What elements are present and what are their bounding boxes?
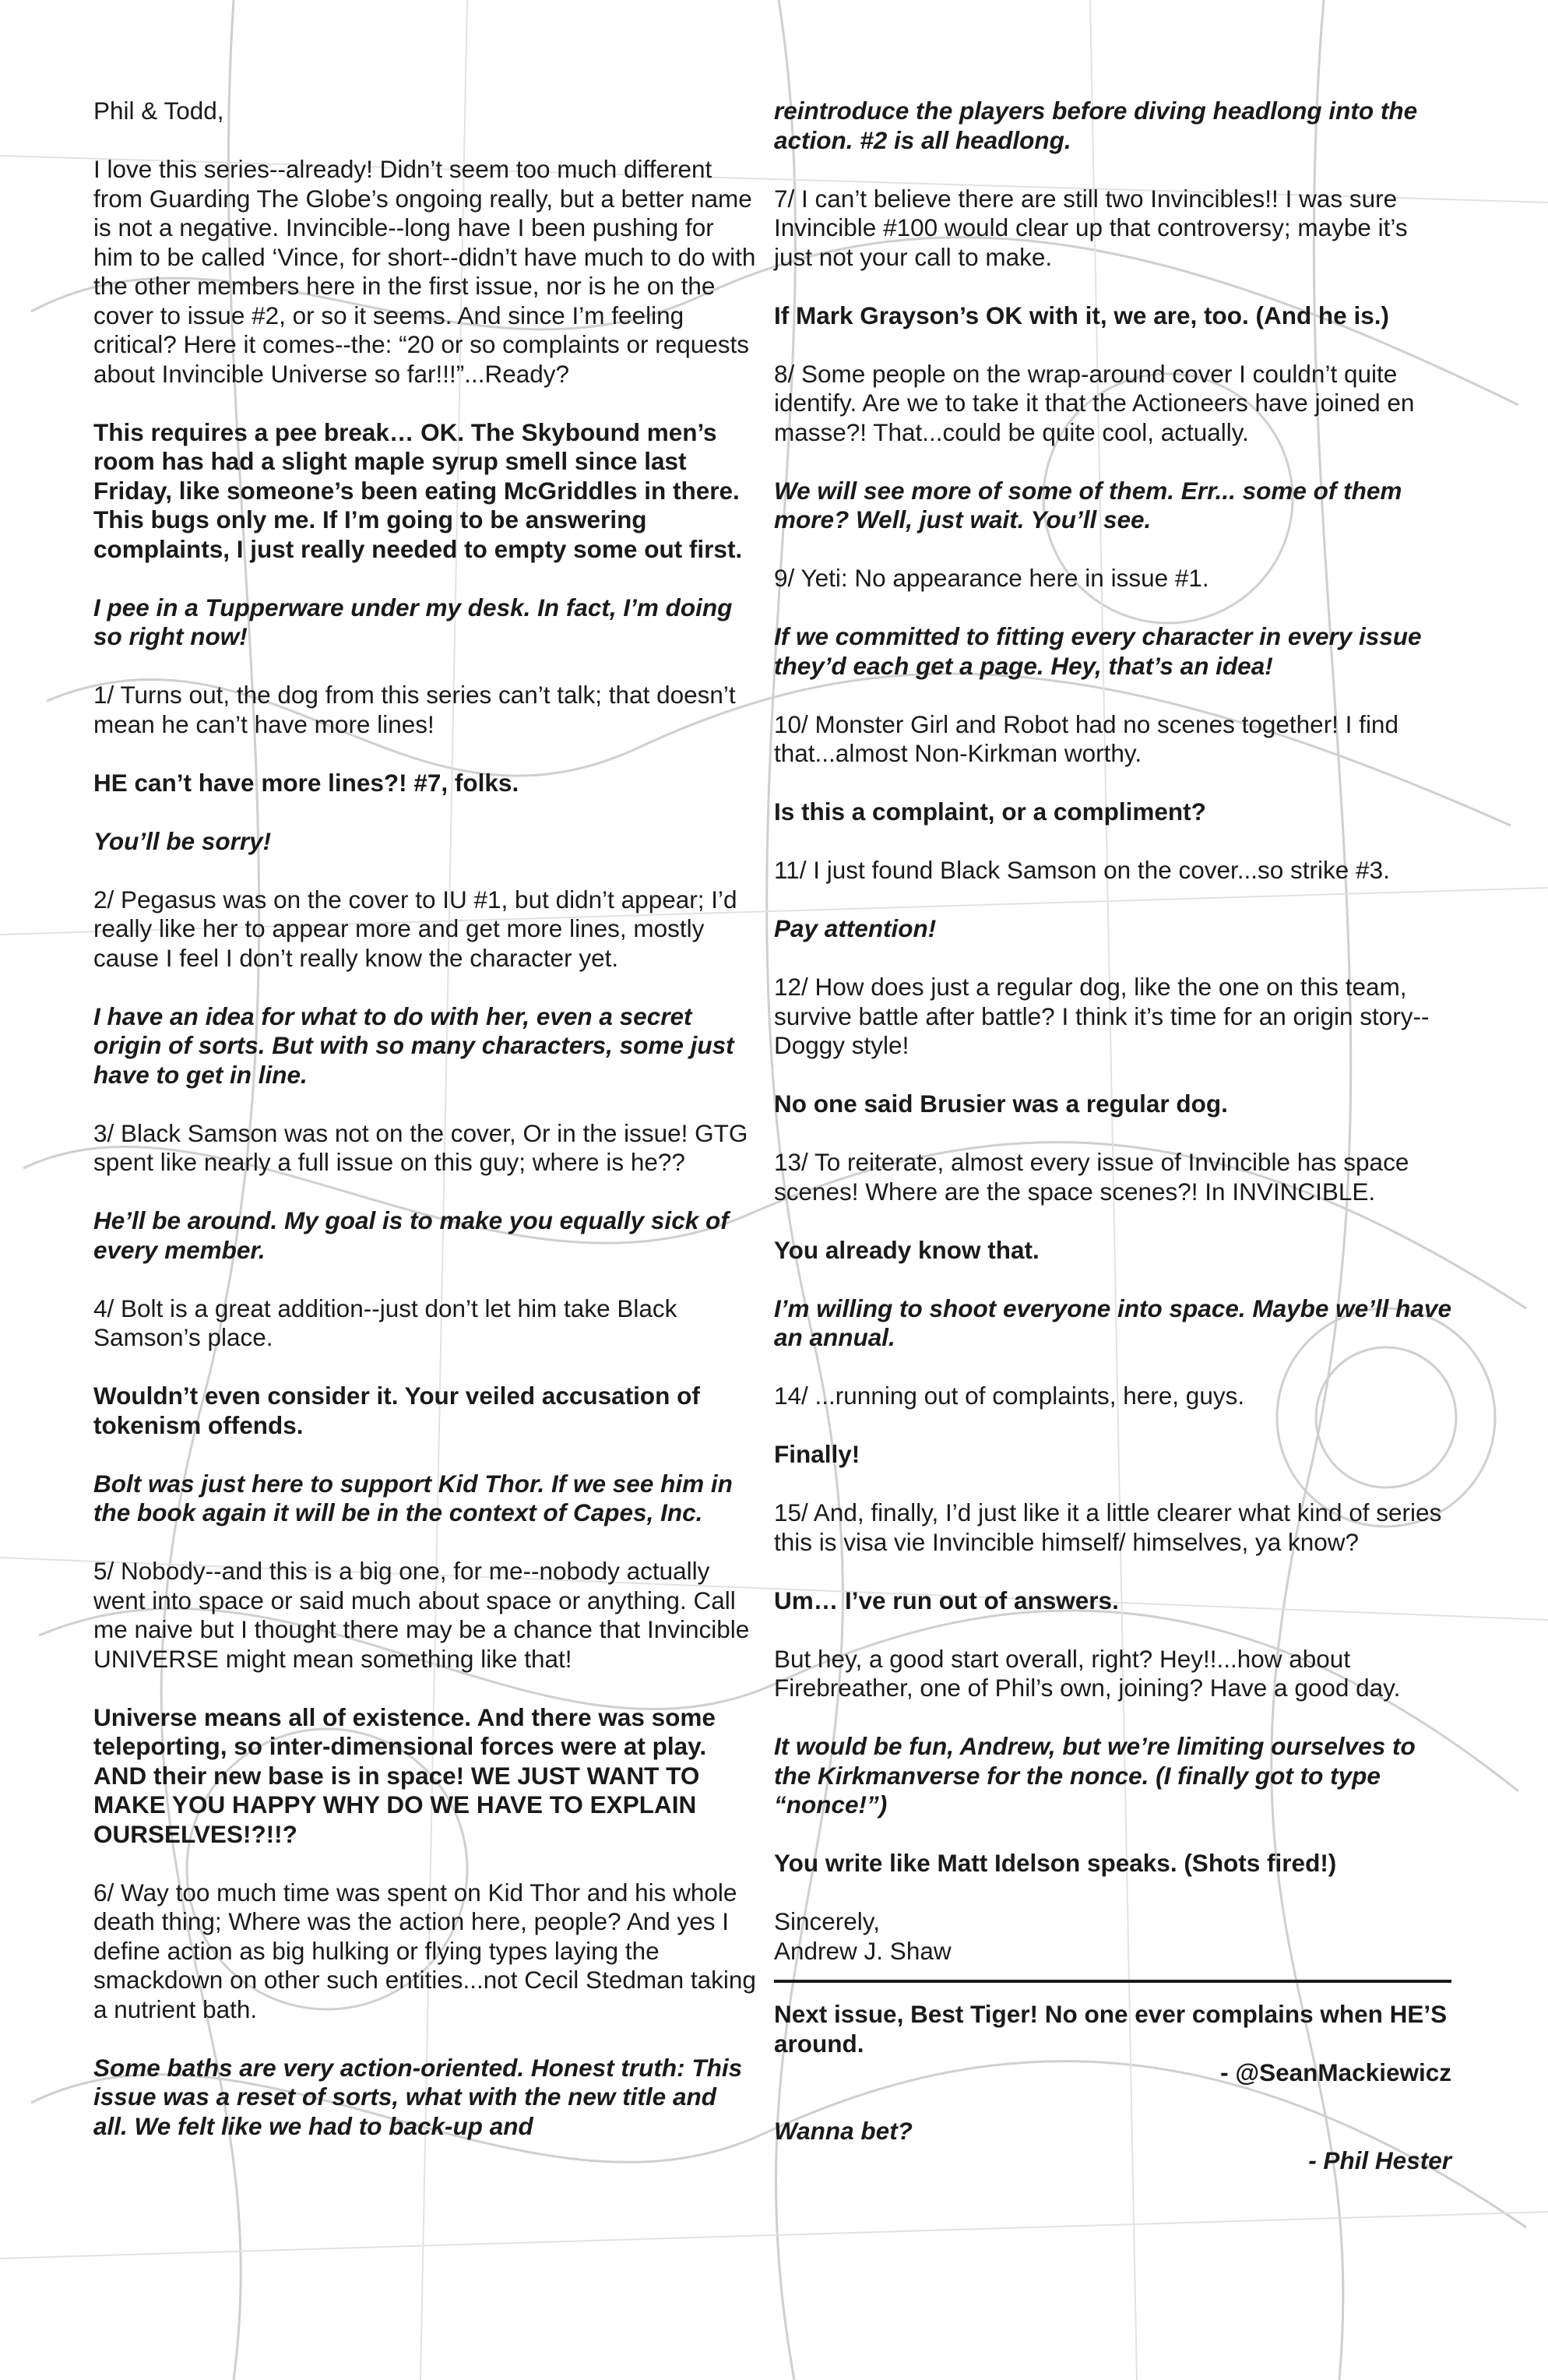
artist-reply: Pay attention!	[774, 914, 937, 942]
letter-paragraph: 5/ Nobody--and this is a big one, for me--nobody actually went into space or said much about space or anything. Call me naive but I thought there may be a chance that Invincible UNIVERSE might mean something like that!	[93, 1557, 750, 1673]
footer-note: Next issue, Best Tiger! No one ever complains when HE’S around.	[774, 2000, 1448, 2058]
right-column	[774, 97, 1451, 2205]
letter-paragraph: 7/ I can’t believe there are still two Invincibles!! I was sure Invincible #100 would clear up that controversy; maybe it’s just not your call to make.	[774, 184, 1408, 271]
letter-paragraph: But hey, a good start overall, right? Hey!!...how about Firebreather, one of Phil’s own, joining? Have a good day.	[774, 1644, 1401, 1702]
editor-reply: Wouldn’t even consider it. Your veiled accusation of tokenism offends.	[93, 1382, 700, 1439]
left-column	[93, 97, 757, 2171]
letter-paragraph: I love this series--already! Didn’t seem too much different from Guarding The Globe’s ongoing really, but a better name is not a negative. Invincible--long have I been pushing for him to be called ‘Vince, for short--didn’t have much to do with the other members here in the first issue, nor is he on the cover to issue #2, or so it seems. And since I’m feeling critical? Here it comes--the: “20 or so complaints or requests about Invincible Universe so far!!!”...Ready?	[93, 155, 756, 388]
letter-paragraph: 10/ Monster Girl and Robot had no scenes together! I find that...almost Non-Kirkman worthy.	[774, 709, 1398, 767]
editor-reply: You already know that.	[774, 1235, 1040, 1264]
artist-reply: It would be fun, Andrew, but we’re limiting ourselves to the Kirkmanverse for the nonce. (I finally got to type “nonce!”)	[774, 1732, 1416, 1818]
letter-paragraph: 8/ Some people on the wrap-around cover I couldn’t quite identify. Are we to take it that the Actioneers have joined en masse?! That...could be quite cool, actually.	[774, 359, 1415, 446]
artist-reply: I pee in a Tupperware under my desk. In fact, I’m doing so right now!	[93, 593, 733, 650]
letter-paragraph: 11/ I just found Black Samson on the cover...so strike #3.	[774, 856, 1390, 884]
divider-rule	[774, 1980, 1451, 1983]
letter-paragraph: 2/ Pegasus was on the cover to IU #1, but didn’t appear; I’d really like her to appear more and get more lines, mostly cause I feel I don’t really know the character yet.	[93, 885, 737, 972]
editor-reply: Um… I’ve run out of answers.	[774, 1586, 1119, 1614]
editor-reply: Is this a complaint, or a compliment?	[774, 797, 1206, 826]
editor-reply: Universe means all of existence. And there was some teleporting, so inter-dimensional forces were at play. AND their new base is in space! WE JUST WANT TO MAKE YOU HAPPY WHY DO WE HAVE TO EXPLAIN OURSELVES!?!!?	[93, 1702, 716, 1848]
footer-note-signature: - @SeanMackiewicz	[1220, 2058, 1451, 2086]
letter-paragraph: 15/ And, finally, I’d just like it a little clearer what kind of series this is visa vie Invincible himself/ himselves, ya know?	[774, 1498, 1442, 1556]
letter-paragraph: 12/ How does just a regular dog, like the one on this team, survive battle after battle? I think it’s time for an origin story--Doggy style!	[774, 973, 1430, 1059]
editor-reply: If Mark Grayson’s OK with it, we are, too. (And he is.)	[774, 301, 1389, 329]
artist-reply: I’m willing to shoot everyone into space. Maybe we’ll have an annual.	[774, 1294, 1451, 1351]
letter-paragraph: Phil & Todd,	[93, 97, 224, 125]
artist-reply: He’ll be around. My goal is to make you equally sick of every member.	[93, 1206, 729, 1264]
letter-paragraph: 9/ Yeti: No appearance here in issue #1.	[774, 564, 1209, 592]
artist-reply: Some baths are very action-oriented. Honest truth: This issue was a reset of sorts, what with the new title and all. We felt like we had to back-up and	[93, 2053, 743, 2140]
footer-reply-signature: - Phil Hester	[1308, 2146, 1451, 2174]
artist-reply: reintroduce the players before diving headlong into the action. #2 is all headlong.	[774, 97, 1418, 154]
closing-salutation: Sincerely,	[774, 1907, 880, 1935]
artist-reply: Bolt was just here to support Kid Thor. If we see him in the book again it will be in the context of Capes, Inc.	[93, 1469, 733, 1526]
editor-reply: This requires a pee break… OK. The Skybound men’s room has had a slight maple syrup smell since last Friday, like someone’s been eating McGriddles in there. This bugs only me. If I’m going to be answering complaints, I just really needed to empty some out first.	[93, 417, 743, 563]
artist-reply: I have an idea for what to do with her, even a secret origin of sorts. But with so many characters, some just have to get in line.	[93, 1002, 734, 1089]
letter-paragraph: 6/ Way too much time was spent on Kid Thor and his whole death thing; Where was the action here, people? And yes I define action as big hulking or flying types laying the smackdown on other such entities...not Cecil Stedman taking a nutrient bath.	[93, 1878, 756, 2023]
editor-reply: Finally!	[774, 1440, 860, 1468]
letter-paragraph: 3/ Black Samson was not on the cover, Or in the issue! GTG spent like nearly a full issue on this guy; where is he??	[93, 1118, 748, 1176]
artist-reply: You’ll be sorry!	[93, 826, 272, 855]
closing-author: Andrew J. Shaw	[774, 1936, 952, 1965]
footer-reply: Wanna bet?	[774, 2117, 913, 2145]
editor-reply: HE can’t have more lines?! #7, folks.	[93, 768, 519, 797]
letter-paragraph: 1/ Turns out, the dog from this series can’t talk; that doesn’t mean he can’t have more lines!	[93, 681, 736, 738]
right-column-letters	[774, 97, 1451, 1878]
artist-reply: We will see more of some of them. Err... some of them more? Well, just wait. You’ll see.	[774, 476, 1402, 533]
editor-reply: No one said Brusier was a regular dog.	[774, 1090, 1228, 1118]
letter-paragraph: 4/ Bolt is a great addition--just don’t let him take Black Samson’s place.	[93, 1294, 677, 1351]
artist-reply: If we committed to fitting every character in every issue they’d each get a page. Hey, that’s an idea!	[774, 622, 1422, 680]
letter-paragraph: 13/ To reiterate, almost every issue of Invincible has space scenes! Where are the space scenes?! In INVINCIBLE.	[774, 1148, 1409, 1206]
editor-reply: You write like Matt Idelson speaks. (Shots fired!)	[774, 1849, 1337, 1877]
letter-paragraph: 14/ ...running out of complaints, here, guys.	[774, 1382, 1245, 1410]
